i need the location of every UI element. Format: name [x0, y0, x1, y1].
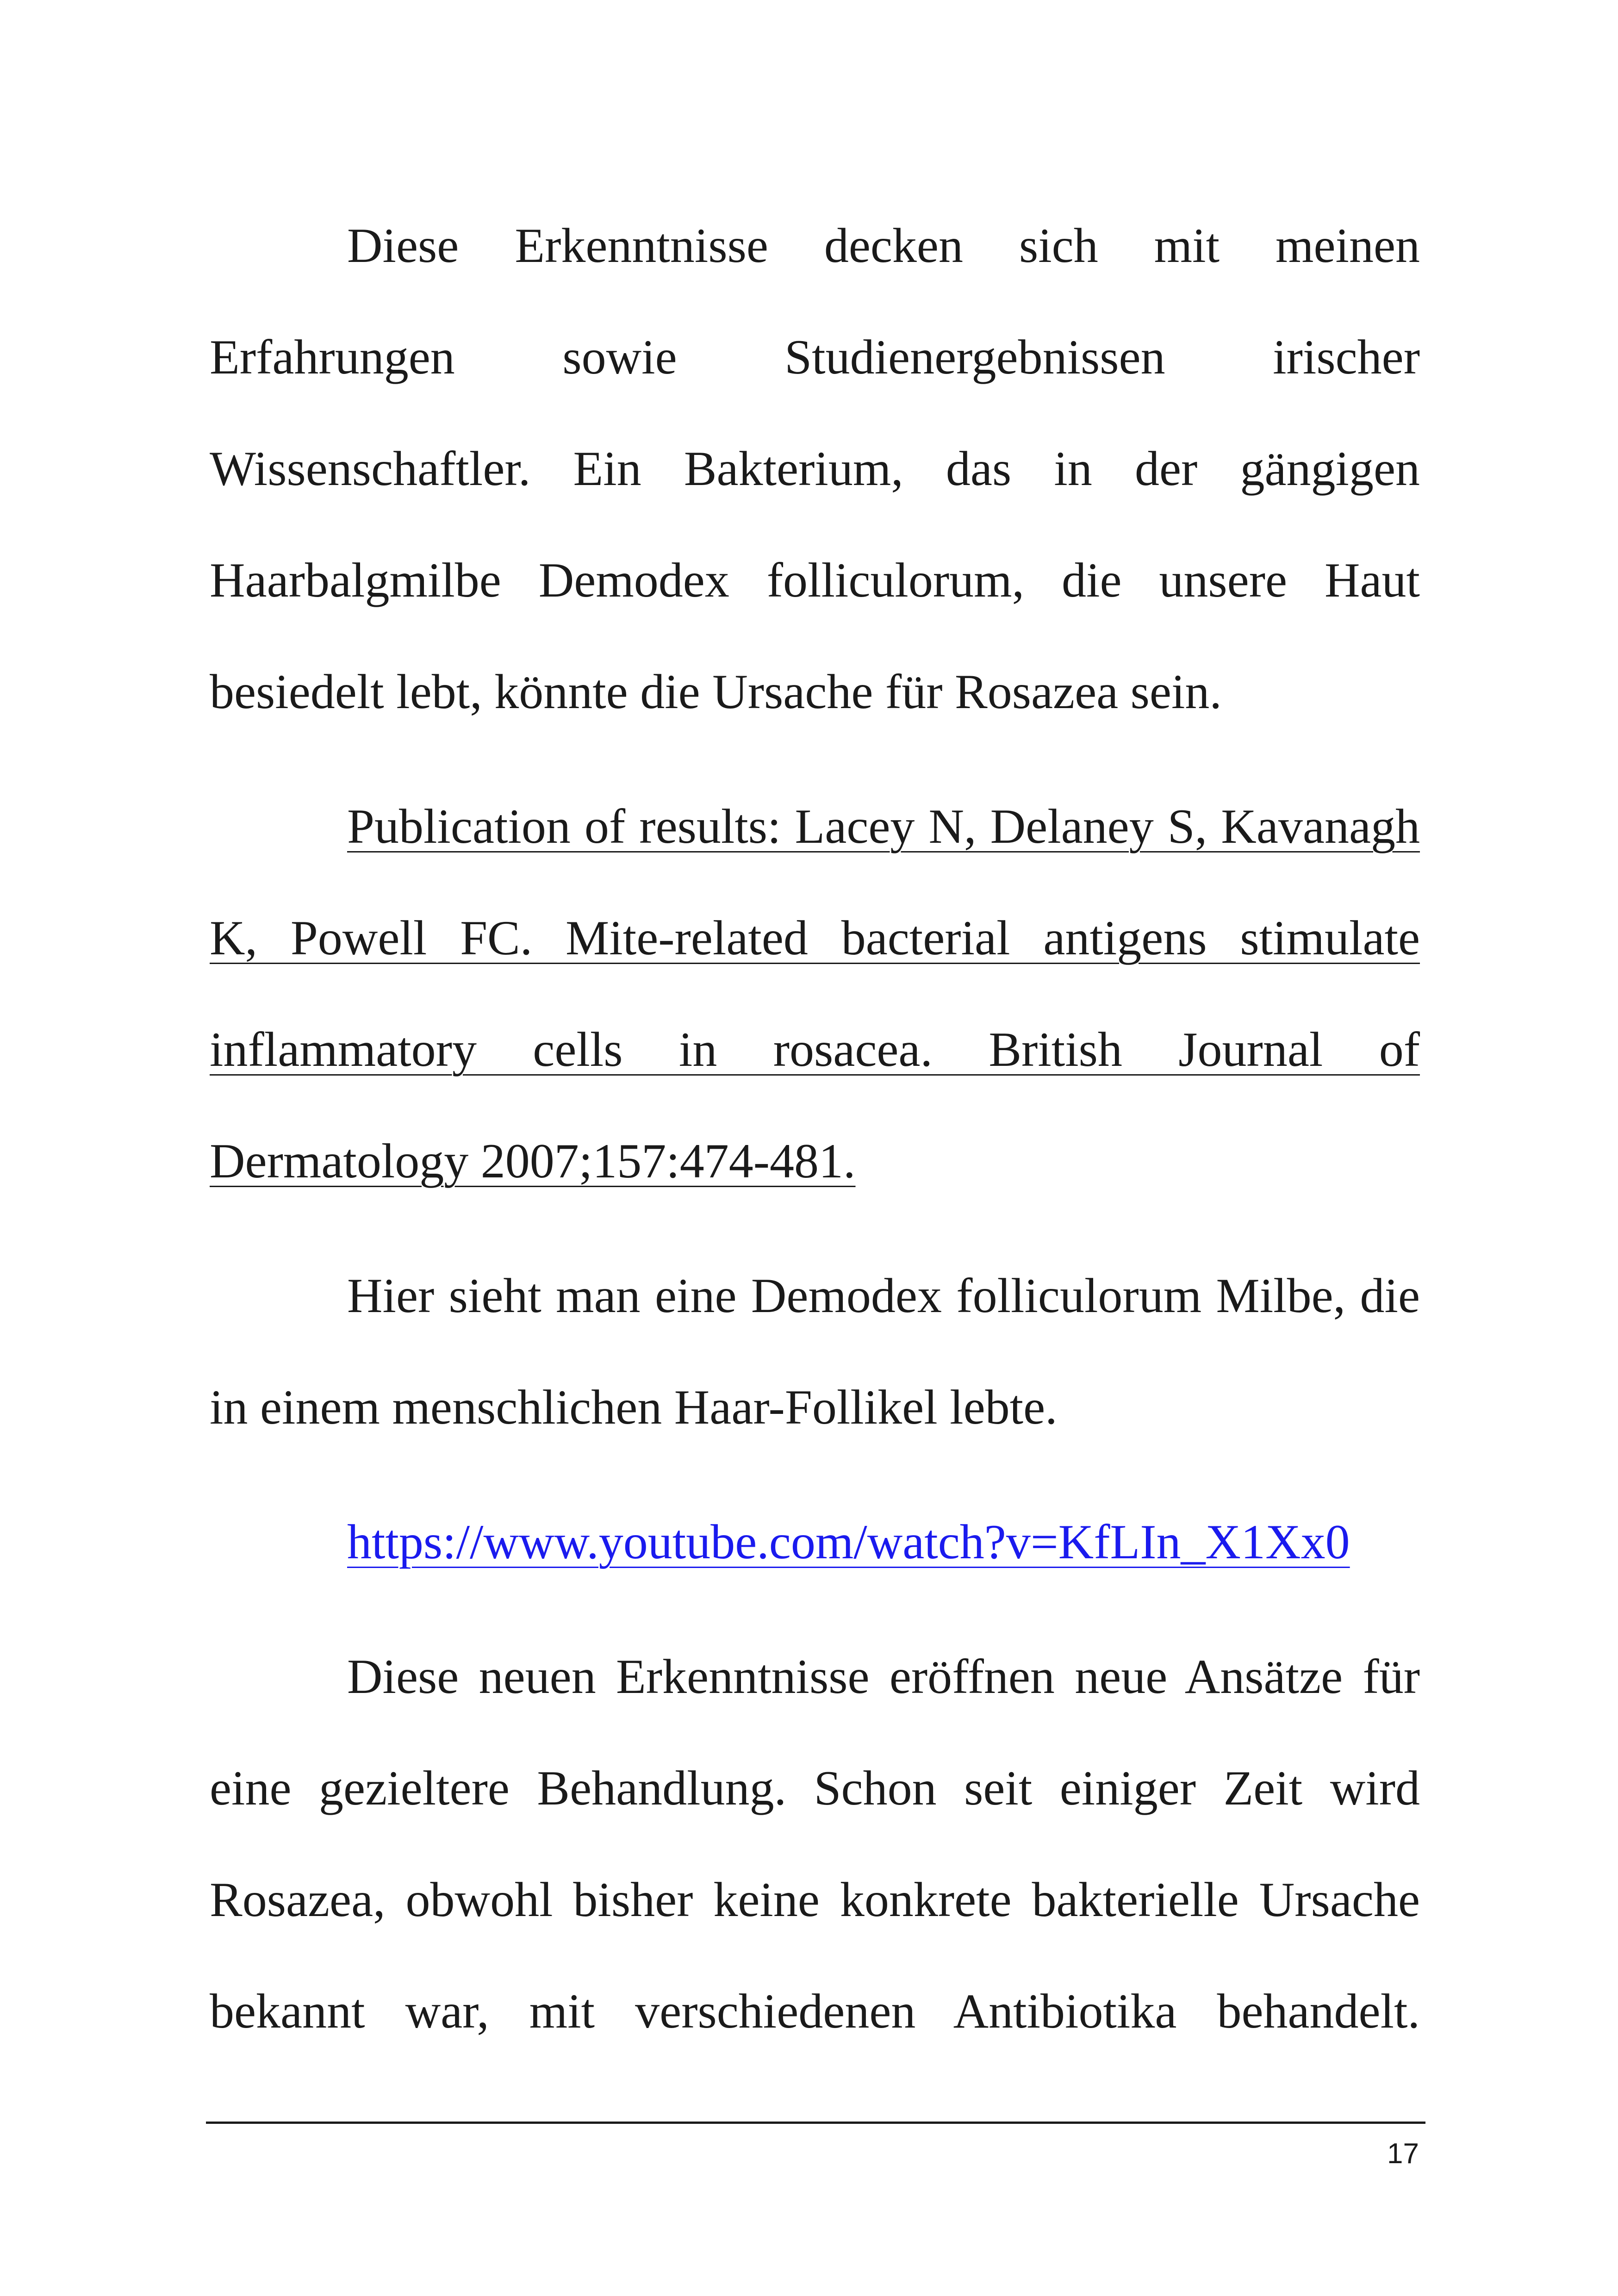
paragraph-mite-description: Hier sieht man eine Demodex folliculorum Milbe, die in einem menschlichen Haar-Follikel lebte.: [210, 1269, 1420, 1434]
paragraph-findings: Diese Erkenntnisse decken sich mit meinen Erfahrungen sowie Studienergebnissen irischer Wissenschaftler. Ein Bakterium, das in der gängigen Haarbalgmilbe Demodex folliculorum, die unsere Haut besiedelt lebt, könnte die Ursache für Rosazea sein.: [210, 218, 1420, 719]
citation-text: Publication of results: Lacey N, Delaney S, Kavanagh K, Powell FC. Mite-related bacterial antigens stimulate inflammatory cells in rosacea. British Journal of Dermatology 2007;157:474-481.: [210, 799, 1420, 1188]
video-link[interactable]: https://www.youtube.com/watch?v=KfLIn_X1Xx0: [347, 1515, 1350, 1569]
video-link-paragraph: [210, 1486, 1420, 1598]
page-body: [210, 190, 1420, 2090]
citation-paragraph: [210, 771, 1420, 1217]
paragraph-treatment: Diese neuen Erkenntnisse eröffnen neue Ansätze für eine gezieltere Behandlung. Schon seit einiger Zeit wird Rosazea, obwohl bisher keine konkrete bakterielle Ursache bekannt war, mit verschiedenen Antibiotika behandelt.: [210, 1649, 1420, 2038]
footer-divider: [206, 2122, 1425, 2124]
page-number: 17: [1387, 2138, 1419, 2170]
